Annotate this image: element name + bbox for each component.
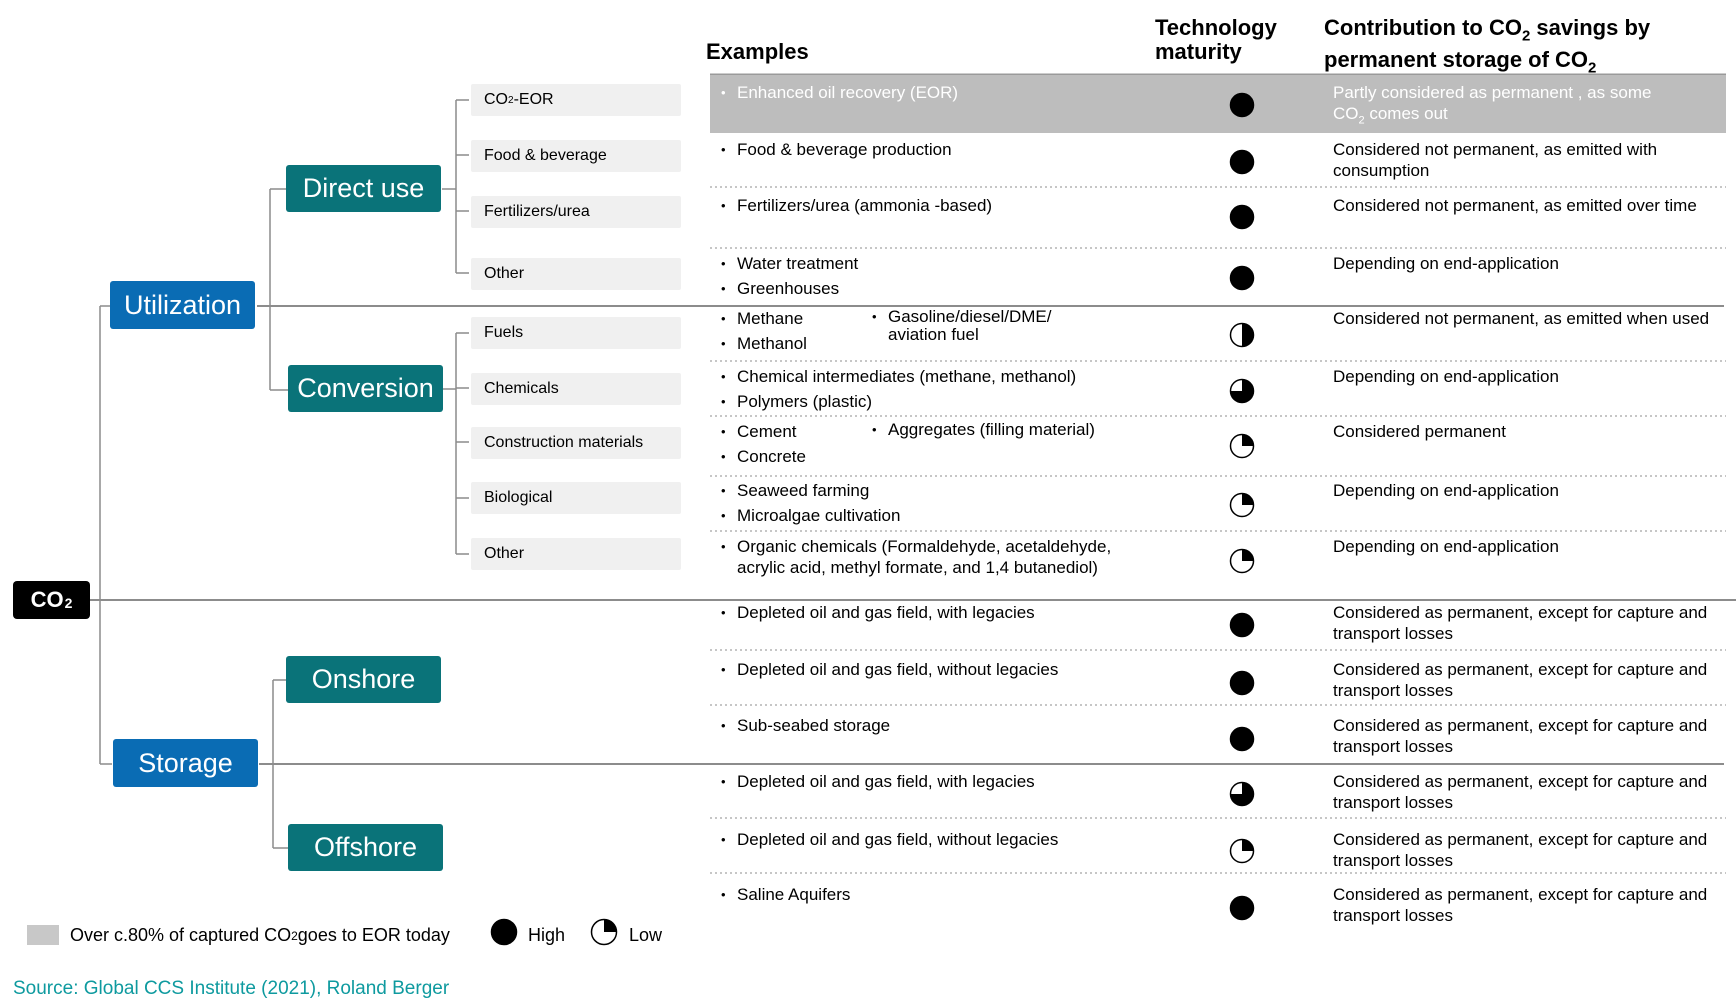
leaf-co2-eor-sub: 2 [508, 94, 514, 106]
maturity-ball-icon [1229, 149, 1255, 175]
leaf-other-conversion: Other [471, 538, 681, 570]
header-contrib-c: permanent storage of CO [1324, 47, 1589, 73]
examples-cell [721, 829, 1058, 854]
example-item-secondary: aviation fuel [888, 325, 979, 344]
leaf-chemicals: Chemicals [471, 373, 681, 405]
legend-low-label: Low [629, 925, 663, 945]
examples-cell [721, 82, 958, 107]
contribution-co: CO [1333, 104, 1359, 123]
examples-cell [721, 536, 1111, 578]
examples-cell [721, 602, 1035, 627]
examples-cell-secondary [872, 421, 1095, 439]
legend-low-ball-icon [590, 918, 618, 946]
examples-cell [721, 421, 806, 471]
contribution-sub: 2 [1358, 114, 1365, 127]
examples-cell [721, 366, 1076, 416]
example-item: • Concrete [721, 446, 806, 467]
contribution-cell: Depending on end-application [1333, 367, 1559, 386]
direct-use-node: Direct use [286, 165, 441, 212]
examples-cell [721, 195, 992, 220]
maturity-ball-icon [1229, 322, 1255, 348]
example-item: • Organic chemicals (Formaldehyde, acetaldehyde, [721, 536, 1111, 557]
maturity-ball-icon [1229, 726, 1255, 752]
root-label: CO [30, 587, 64, 612]
example-item: • Seaweed farming [721, 480, 900, 501]
leaf-other-direct: Other [471, 258, 681, 290]
co2-root-node [13, 581, 90, 619]
maturity-ball-icon [1229, 204, 1255, 230]
examples-cell [721, 659, 1058, 684]
utilization-node: Utilization [110, 281, 255, 329]
example-item: • Depleted oil and gas field, without legacies [721, 829, 1058, 850]
leaf-fertilizers-urea: Fertilizers/urea [471, 196, 681, 228]
maturity-ball-icon [1229, 781, 1255, 807]
example-item: • Cement [721, 421, 806, 442]
example-item: • Depleted oil and gas field, without legacies [721, 659, 1058, 680]
example-item: • Depleted oil and gas field, with legacies [721, 771, 1035, 792]
conversion-node: Conversion [288, 365, 443, 412]
example-item-secondary: • Aggregates (filling material) [872, 421, 1095, 439]
contribution-cell: Considered as permanent, except for capture and transport losses [1333, 603, 1708, 643]
legend-eor-sub: 2 [291, 928, 298, 943]
header-examples: Examples [706, 39, 809, 64]
source-note: Source: Global CCS Institute (2021), Roland Berger [13, 978, 450, 999]
header-maturity-line2: maturity [1155, 39, 1242, 64]
examples-cell [721, 139, 952, 164]
contribution-cell: Considered as permanent, except for capture and transport losses [1333, 830, 1708, 870]
maturity-ball-icon [1229, 895, 1255, 921]
leaf-co2-eor [471, 84, 681, 116]
header-contrib-sub2: 2 [1588, 59, 1597, 77]
maturity-ball-icon [1229, 378, 1255, 404]
header-contribution [1324, 16, 1650, 81]
maturity-ball-icon [1229, 492, 1255, 518]
maturity-ball-icon [1229, 838, 1255, 864]
header-contrib-sub1: 2 [1521, 27, 1531, 45]
contribution-cell: Considered not permanent, as emitted when used [1333, 309, 1710, 328]
contribution-cell: Depending on end-application [1333, 537, 1559, 556]
example-item: • Depleted oil and gas field, with legacies [721, 602, 1035, 623]
offshore-node: Offshore [288, 824, 443, 871]
contribution-cell: Considered as permanent, except for capture and transport losses [1333, 772, 1708, 812]
examples-cell [721, 253, 858, 303]
example-item: acrylic acid, methyl formate, and 1,4 butanediol) [737, 558, 1098, 577]
contribution-cell: Considered as permanent, except for capture and transport losses [1333, 660, 1708, 700]
header-contrib-a: Contribution to CO [1324, 15, 1522, 40]
root-subscript: 2 [64, 595, 73, 611]
leaf-food-beverage: Food & beverage [471, 140, 681, 172]
example-item: • Saline Aquifers [721, 884, 850, 905]
example-item: • Water treatment [721, 253, 858, 274]
leaf-biological: Biological [471, 482, 681, 514]
example-item: • Microalgae cultivation [721, 505, 900, 526]
leaf-construction-materials: Construction materials [471, 427, 681, 459]
header-technology-maturity [1155, 16, 1277, 64]
maturity-ball-icon [1229, 612, 1255, 638]
leaf-co2-eor-co: CO [484, 91, 508, 108]
example-item: • Methane [721, 308, 807, 329]
legend-eor-text [70, 925, 450, 946]
examples-cell [721, 480, 900, 530]
contribution-cell: Considered not permanent, as emitted with consumption [1333, 140, 1658, 180]
example-item: • Sub-seabed storage [721, 715, 890, 736]
legend-eor-swatch [27, 925, 59, 945]
leaf-co2-eor-suffix: -EOR [513, 91, 554, 108]
example-item-secondary: • Gasoline/diesel/DME/ [872, 308, 1051, 326]
contribution-cell: Considered permanent [1333, 422, 1506, 441]
legend-eor-pre: Over c.80% of captured CO [70, 925, 292, 945]
legend-high-ball-icon [490, 918, 518, 946]
maturity-ball-icon [1229, 548, 1255, 574]
examples-cell [721, 715, 890, 740]
example-item: • Enhanced oil recovery (EOR) [721, 82, 958, 103]
leaf-fuels: Fuels [471, 317, 681, 349]
examples-cell-secondary [872, 308, 1051, 344]
onshore-node: Onshore [286, 656, 441, 703]
maturity-ball-icon [1229, 433, 1255, 459]
contribution-cell [1333, 82, 1723, 131]
example-item: • Food & beverage production [721, 139, 952, 160]
example-item: • Methanol [721, 333, 807, 354]
maturity-ball-icon [1229, 265, 1255, 291]
examples-cell [721, 308, 807, 358]
contribution-cell: Considered as permanent, except for capture and transport losses [1333, 716, 1708, 756]
header-contrib-b: savings by [1530, 15, 1651, 40]
header-maturity-line1: Technology [1155, 15, 1277, 40]
examples-cell [721, 884, 850, 909]
examples-cell [721, 771, 1035, 796]
example-item: • Fertilizers/urea (ammonia -based) [721, 195, 992, 216]
legend-eor-post: goes to EOR today [297, 925, 450, 945]
maturity-ball-icon [1229, 670, 1255, 696]
example-item: • Polymers (plastic) [721, 391, 1076, 412]
contribution-cell: Considered as permanent, except for capture and transport losses [1333, 885, 1708, 925]
contribution-cell: Considered not permanent, as emitted over time [1333, 196, 1697, 215]
example-item: • Greenhouses [721, 278, 858, 299]
example-item: • Chemical intermediates (methane, methanol) [721, 366, 1076, 387]
contribution-text: Partly considered as permanent , as some [1333, 83, 1652, 102]
legend-high-label: High [528, 925, 566, 945]
contribution-cell: Depending on end-application [1333, 481, 1559, 500]
storage-node: Storage [113, 739, 258, 787]
contribution-cell: Depending on end-application [1333, 254, 1559, 273]
maturity-ball-icon [1229, 92, 1255, 118]
contribution-post: comes out [1364, 104, 1448, 123]
